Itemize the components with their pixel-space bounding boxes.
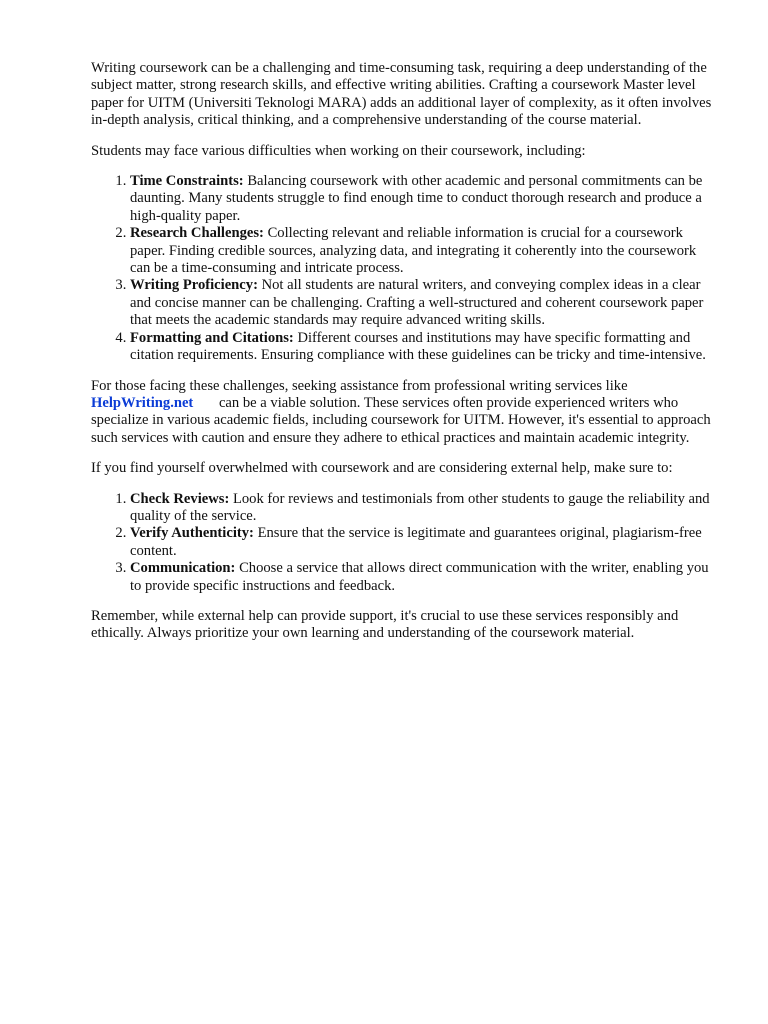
item-title: Check Reviews: bbox=[130, 490, 230, 507]
assist-before: For those facing these challenges, seeking assistance from professional writing services like bbox=[91, 377, 628, 394]
assistance-paragraph bbox=[91, 378, 719, 448]
difficulties-list bbox=[91, 173, 719, 364]
tips-list bbox=[91, 491, 719, 595]
tips-intro: If you find yourself overwhelmed with coursework and are considering external help, make sure to: bbox=[91, 460, 673, 477]
list-item bbox=[130, 173, 719, 225]
list-item bbox=[130, 525, 719, 560]
item-text: Look for reviews and testimonials from other students to gauge the reliability and quality of the service. bbox=[130, 490, 710, 524]
item-title: Verify Authenticity: bbox=[130, 525, 254, 542]
item-text: Balancing coursework with other academic and personal commitments can be daunting. Many students struggle to find enough time to conduct thorough research and produce a high-quality paper. bbox=[130, 173, 703, 224]
helpwriting-link[interactable]: HelpWriting.net bbox=[91, 394, 194, 411]
assist-after: can be a viable solution. These services often provide experienced writers who specialize in various academic fields, including coursework for UITM. However, it's essential to approach such services with caution and ensure they adhere to ethical practices and maintain academic integrity. bbox=[91, 394, 711, 446]
item-text: Ensure that the service is legitimate and guarantees original, plagiarism-free content. bbox=[130, 525, 702, 559]
list-item bbox=[130, 225, 719, 277]
item-title: Research Challenges: bbox=[130, 225, 264, 242]
list-item bbox=[130, 560, 719, 595]
item-text: Different courses and institutions may have specific formatting and citation requirements. Ensuring compliance with these guidelines can be tricky and time-intensive. bbox=[130, 329, 706, 364]
list-item bbox=[130, 277, 719, 329]
list-item bbox=[130, 491, 719, 526]
closing-paragraph: Remember, while external help can provide support, it's crucial to use these services responsibly and ethically. Always prioritize your own learning and understanding of the coursework material. bbox=[91, 607, 679, 642]
item-title: Writing Proficiency: bbox=[130, 277, 258, 294]
difficulties-intro: Students may face various difficulties when working on their coursework, including: bbox=[91, 142, 586, 159]
item-title: Formatting and Citations: bbox=[130, 329, 294, 346]
item-title: Time Constraints: bbox=[130, 173, 244, 190]
intro-paragraph: Writing coursework can be a challenging and time-consuming task, requiring a deep understanding of the subject matter, strong research skills, and effective writing abilities. Crafting a coursework Master level paper for UITM (Universiti Teknologi MARA) adds an additional layer of complexity, as it often involves in-depth analysis, critical thinking, and a comprehensive understanding of the course material. bbox=[91, 60, 712, 129]
list-item bbox=[130, 330, 719, 365]
item-title: Communication: bbox=[130, 560, 236, 577]
item-text: Collecting relevant and reliable information is crucial for a coursework paper. Finding credible sources, analyzing data, and integrating it coherently into the coursework can be a time-consuming and intricate process. bbox=[130, 225, 697, 277]
document-body bbox=[91, 60, 719, 656]
item-text: Not all students are natural writers, and conveying complex ideas in a clear and concise manner can be challenging. Crafting a well-structured and coherent coursework paper that meets the academic standards may require advanced writing skills. bbox=[130, 277, 704, 329]
item-text: Choose a service that allows direct communication with the writer, enabling you to provide specific instructions and feedback. bbox=[130, 560, 709, 594]
